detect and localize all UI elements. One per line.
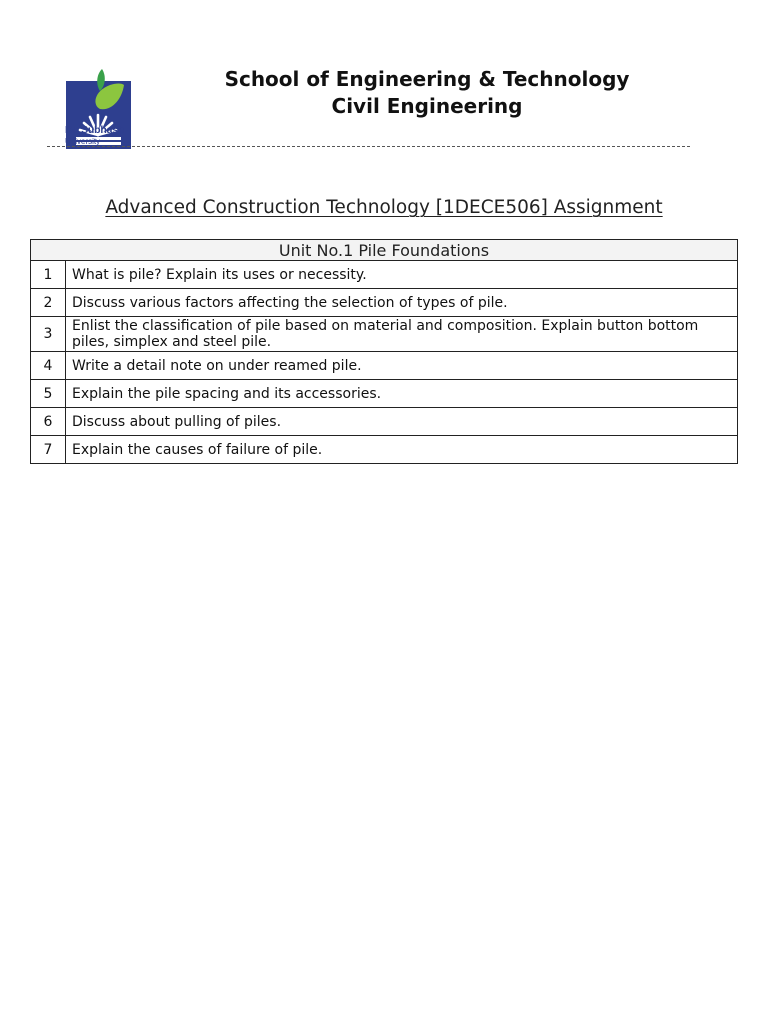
question-number: 4 — [31, 352, 66, 380]
assignment-title — [30, 197, 738, 218]
table-row — [31, 317, 738, 352]
logo-university-name: Dr. Subhash — [65, 124, 125, 136]
question-text: Explain the causes of failure of pile. — [66, 436, 738, 464]
question-text: Explain the pile spacing and its accessories. — [66, 380, 738, 408]
university-emblem-icon — [66, 54, 131, 164]
university-logo — [64, 42, 134, 148]
school-name-heading: School of Engineering & Technology — [224, 67, 630, 91]
header-divider — [47, 146, 690, 147]
question-number: 1 — [31, 261, 66, 289]
table-row — [31, 261, 738, 289]
table-row — [31, 408, 738, 436]
table-row — [31, 289, 738, 317]
table-row — [31, 436, 738, 464]
question-number: 5 — [31, 380, 66, 408]
question-number: 2 — [31, 289, 66, 317]
question-number: 3 — [31, 317, 66, 352]
questions-table — [30, 239, 738, 464]
assignment-title-text: Advanced Construction Technology [1DECE506] Assignment — [105, 197, 663, 218]
question-text: Enlist the classification of pile based on material and composition. Explain button bottom piles, simplex and steel pile. — [66, 317, 738, 352]
question-text: What is pile? Explain its uses or necessity. — [66, 261, 738, 289]
question-text: Write a detail note on under reamed pile. — [66, 352, 738, 380]
question-number: 6 — [31, 408, 66, 436]
unit-header-row — [31, 240, 738, 261]
question-text: Discuss various factors affecting the selection of types of pile. — [66, 289, 738, 317]
table-row — [31, 352, 738, 380]
question-number: 7 — [31, 436, 66, 464]
question-text: Discuss about pulling of piles. — [66, 408, 738, 436]
unit-title: Unit No.1 Pile Foundations — [31, 240, 738, 261]
table-row — [31, 380, 738, 408]
department-heading: Civil Engineering — [331, 94, 523, 118]
logo-university-subtitle: University — [65, 137, 101, 146]
